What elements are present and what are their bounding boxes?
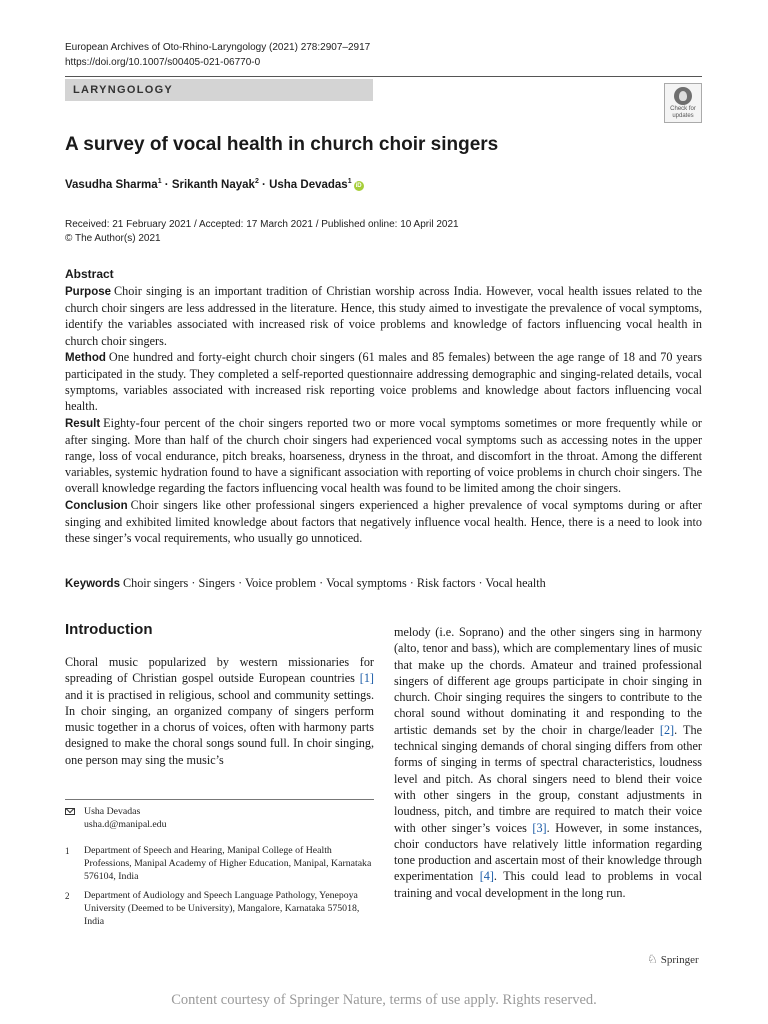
footnote-rule	[65, 799, 374, 800]
author-separator: ·	[161, 178, 172, 191]
badge-line2: updates	[672, 113, 694, 119]
intro-text: . However, in some instances, choir conductors have relatively little information regarding tone production and ascertain most of their knowledge through experimentation	[394, 820, 702, 884]
affiliation-mark: 2	[65, 891, 70, 901]
left-column	[65, 620, 374, 768]
check-for-updates-badge[interactable]	[664, 83, 702, 123]
affiliation-footnote	[65, 890, 374, 928]
author-list	[65, 178, 364, 191]
result-label: Result	[65, 417, 101, 430]
citation-link[interactable]: [1]	[359, 671, 374, 686]
envelope-icon	[65, 808, 75, 815]
abstract-result	[65, 415, 702, 497]
purpose-label: Purpose	[65, 286, 112, 298]
intro-text: melody (i.e. Soprano) and the other singers sing in harmony (alto, tenor and bass), which are complementary lines of music that make up the chords. Amateur and trained professional singers of different age groups participate in choir singing in church. Choir singing requires the singers to contribute to the choral sound without dominating it and responding to the artistic demands set by the choir in charge/leader	[394, 625, 702, 737]
abstract-purpose	[65, 283, 702, 349]
result-text: Eighty-four percent of the choir singers reported two or more vocal symptoms sometimes or more frequently while or after singing. More than half of the church choir singers had experienced vocal symptoms such as accessing notes in the upper range, loss of vocal endurance, pitch breaks, hoarseness, dryness in the throat, and discomfort in the throat. Among the different variables, systemic hydration found to have a significant association with reporting of voice problems in church choir singers. The overall knowledge regarding the factors influencing vocal health was found to be limited among the choir singers.	[65, 415, 702, 496]
author-name[interactable]: Srikanth Nayak	[171, 178, 255, 191]
method-label: Method	[65, 351, 106, 364]
corresponding-author-footnote	[65, 806, 374, 832]
author-affil-mark: 1	[157, 178, 162, 185]
springer-horse-icon: ♘	[647, 952, 658, 966]
method-text: One hundred and forty-eight church choir singers (61 males and 85 females) between the age range of 18 and 70 years participated in the study. They completed a self-reported questionnaire addressing demographic and singing-related details, vocal symptoms, variables associated with increased risk reporting voice problems and knowledge about factors influencing vocal health.	[65, 349, 702, 414]
affiliation-mark: 1	[65, 846, 70, 856]
purpose-text: Choir singing is an important tradition of Christian worship across India. However, vocal health issues related to the church choir singers are less addressed in the literature. Hence, this study aimed to investigate the prevalence of vocal symptoms, identify the variables associated with increased risk of voice problems and knowledge of factors influencing vocal health in church choir singers.	[65, 284, 702, 348]
abstract-method	[65, 349, 702, 415]
abstract	[65, 266, 702, 546]
intro-text: Choral music popularized by western missionaries for spreading of Christian gospel outside European countries	[65, 655, 374, 686]
keywords-text: Choir singers · Singers · Voice problem · Vocal symptoms · Risk factors · Vocal health	[122, 576, 546, 590]
conclusion-label: Conclusion	[65, 499, 128, 512]
author-affil-mark: 2	[254, 178, 259, 185]
header-rule	[65, 76, 702, 77]
intro-paragraph	[65, 654, 374, 768]
crossmark-icon	[674, 87, 692, 105]
keywords-label: Keywords	[65, 578, 120, 590]
publisher-name: Springer	[660, 954, 699, 966]
intro-text: and it is practised in religious, school and community settings. In choir singing, an organized company of singers perform music together in a chorus of voices, often with harmony parts designed to make the choral songs sound full. In choir singing, one person may sing the music’s	[65, 687, 374, 767]
abstract-heading: Abstract	[65, 267, 114, 281]
right-column	[394, 624, 702, 901]
affiliation-text: Department of Audiology and Speech Language Pathology, Yenepoya University (Deemed to be University), Mangalore, Karnataka 575018, India	[84, 890, 360, 927]
conclusion-text: Choir singers like other professional singers experienced a higher prevalence of vocal symptoms during or after singing and exhibited limited knowledge about factors that negatively influence vocal health. Hence, there is a need to look into these singer’s vocal requirements, who usually go unnoticed.	[65, 497, 702, 546]
affiliation-footnote	[65, 845, 374, 883]
orcid-icon[interactable]: iD	[355, 182, 362, 189]
citation-link[interactable]: [4]	[479, 869, 494, 884]
author-name[interactable]: Vasudha Sharma	[65, 178, 158, 191]
intro-text: . This could lead to problems in vocal training and vocal development in the long run.	[394, 869, 702, 900]
journal-citation: European Archives of Oto-Rhino-Laryngology (2021) 278:2907–2917	[65, 42, 371, 53]
citation-link[interactable]: [2]	[659, 722, 675, 737]
doi-link[interactable]: https://doi.org/10.1007/s00405-021-06770-0	[65, 57, 261, 68]
intro-paragraph-continued	[394, 624, 702, 901]
badge-line1: Check for	[670, 106, 696, 112]
publication-dates	[65, 218, 459, 246]
keywords	[65, 575, 702, 592]
journal-header	[65, 40, 370, 70]
courtesy-watermark: Content courtesy of Springer Nature, terms of use apply. Rights reserved.	[171, 992, 597, 1008]
publisher-logo	[647, 952, 699, 967]
author-name[interactable]: Usha Devadas	[269, 178, 348, 191]
author-affil-mark: 1	[347, 178, 352, 185]
dates-line: Received: 21 February 2021 / Accepted: 17 March 2021 / Published online: 10 April 2021	[65, 219, 459, 230]
section-banner: LARYNGOLOGY	[65, 79, 373, 101]
affiliation-text: Department of Speech and Hearing, Manipal College of Health Professions, Manipal Academy of Higher Education, Manipal, Karnataka 576104, India	[84, 845, 372, 882]
corresponding-email[interactable]: usha.d@manipal.edu	[84, 818, 167, 830]
copyright-line: © The Author(s) 2021	[65, 233, 161, 244]
author-separator: ·	[258, 178, 270, 191]
article-title: A survey of vocal health in church choir singers	[65, 134, 499, 155]
abstract-conclusion	[65, 497, 702, 547]
corresponding-name: Usha Devadas	[84, 806, 141, 817]
intro-text: . The technical singing demands of choral singing differs from other forms of singing in terms of spectral characteristics, loudness level and pitch. As choral singers need to blend their voice with other singers in the group, constant adjustments in loudness, pitch, and timbre are required to match their voice with other singer’s voices	[394, 722, 703, 835]
introduction-heading: Introduction	[65, 621, 153, 638]
citation-link[interactable]: [3]	[532, 820, 547, 835]
